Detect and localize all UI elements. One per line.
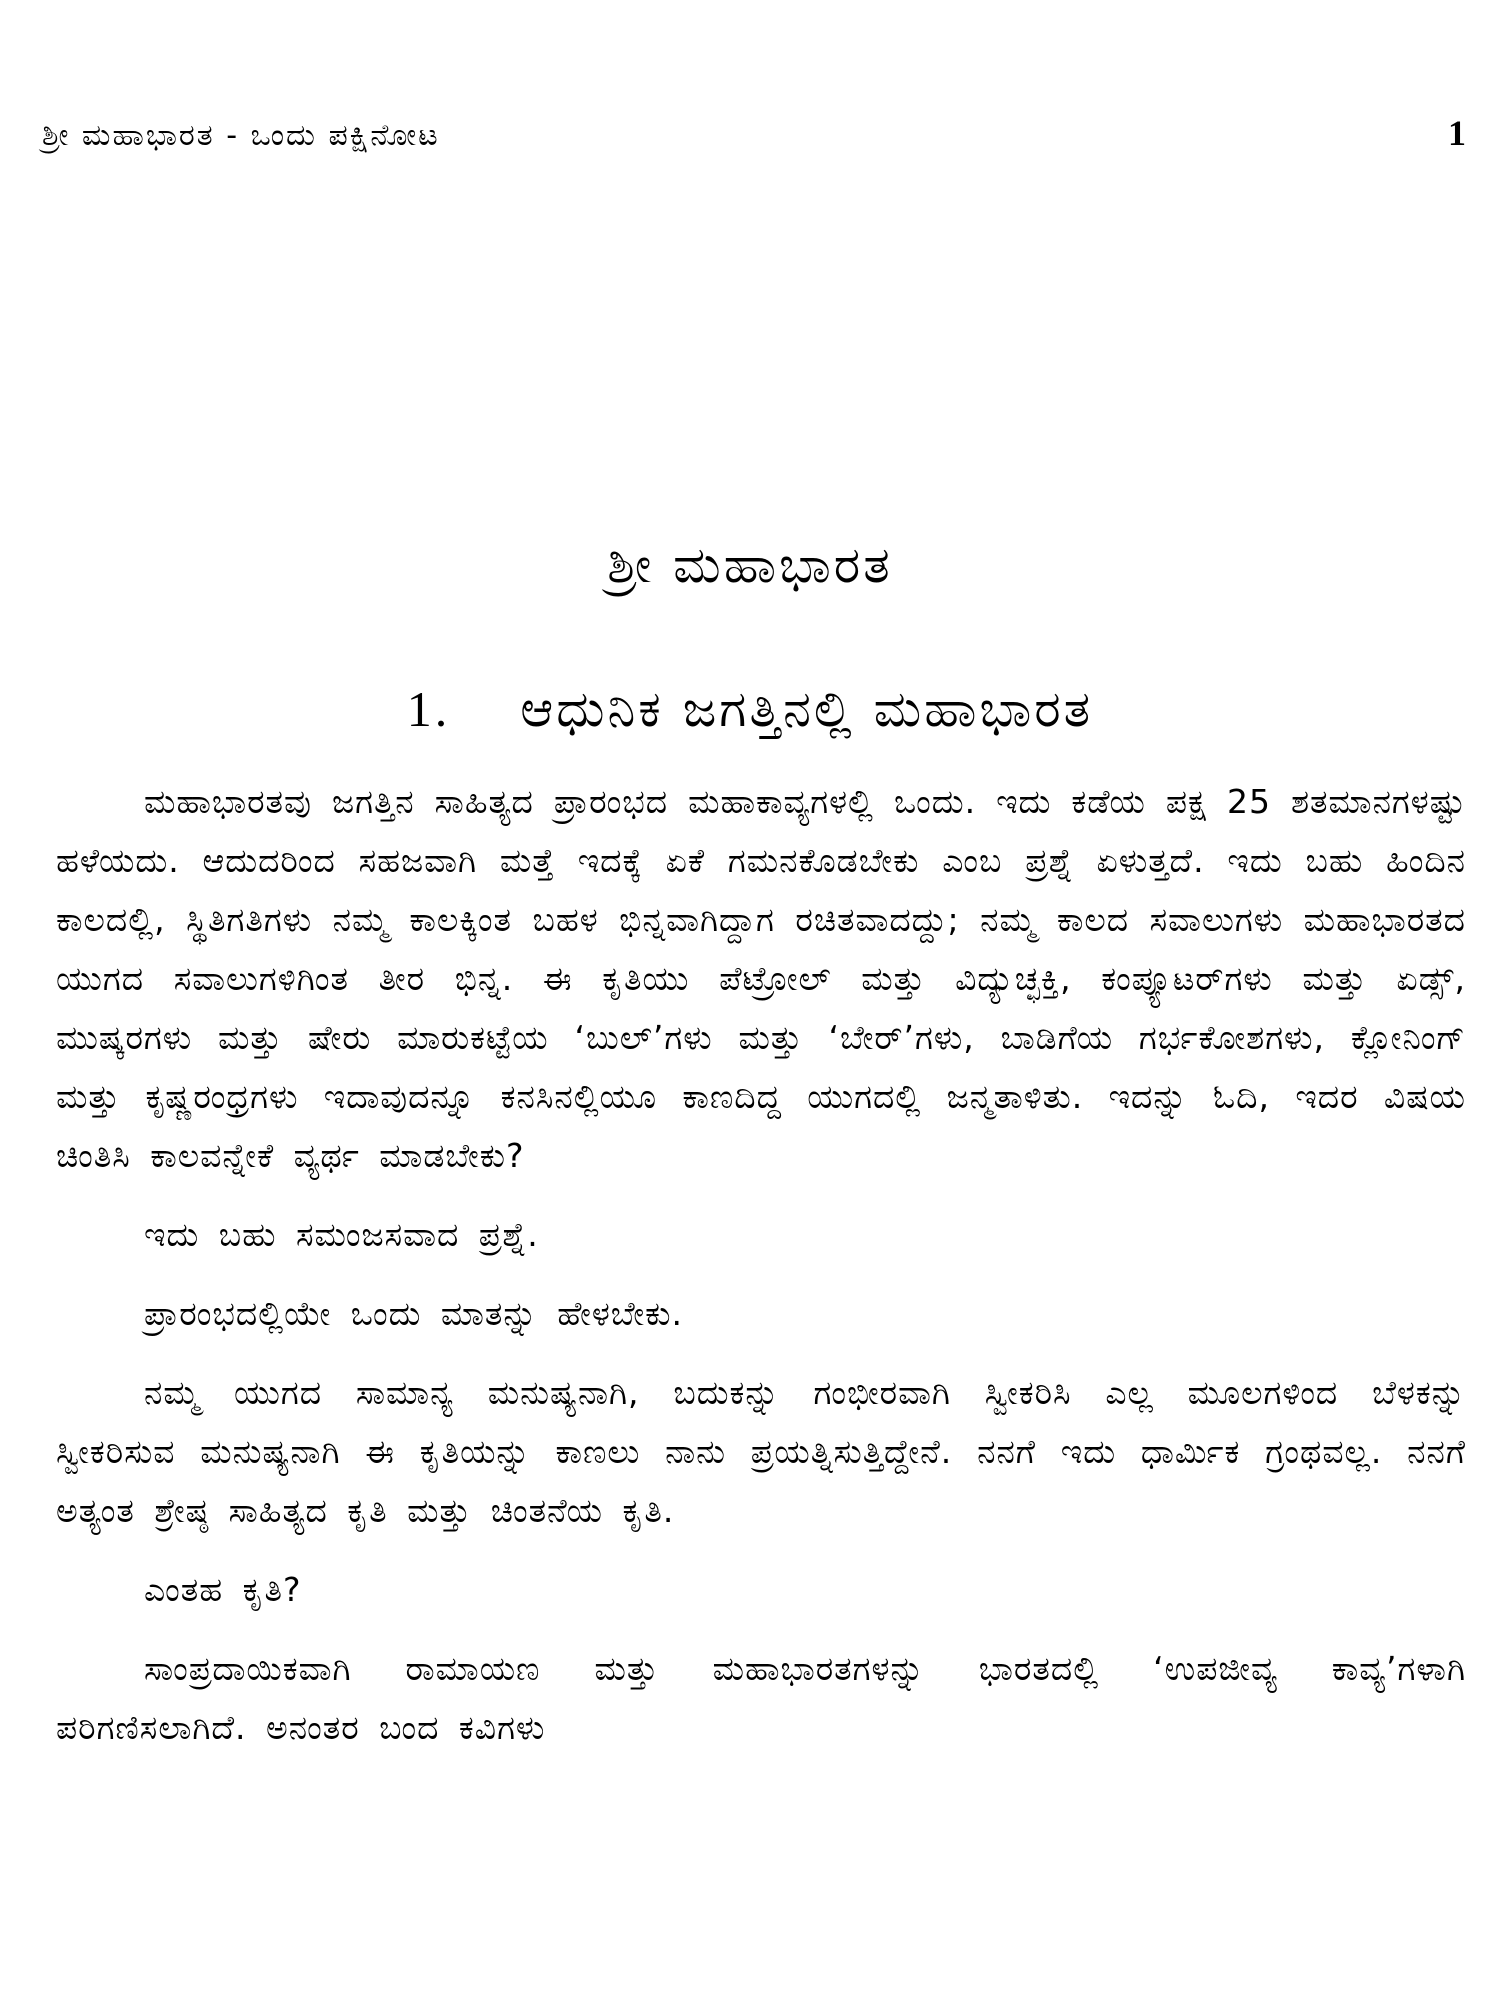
paragraph: ಸಾಂಪ್ರದಾಯಿಕವಾಗಿ ರಾಮಾಯಣ ಮತ್ತು ಮಹಾಭಾರತಗಳನ್ನು ಭಾರತದಲ್ಲಿ ‘ಉಪಜೀವ್ಯ ಕಾವ್ಯ’ಗಳಾಗಿ ಪರಿಗಣಿಸಲಾಗಿದೆ. ಅನಂತರ ಬಂದ ಕವಿಗಳು — [56, 1649, 1466, 1747]
page-number: 1 — [1448, 113, 1466, 153]
book-title: ಶ್ರೀ ಮಹಾಭಾರತ — [607, 536, 893, 594]
body-text — [56, 772, 1466, 1757]
paragraph: ಇದು ಬಹು ಸಮಂಜಸವಾದ ಪ್ರಶ್ನೆ. — [144, 1215, 539, 1254]
paragraph: ಪ್ರಾರಂಭದಲ್ಲಿಯೇ ಒಂದು ಮಾತನ್ನು ಹೇಳಬೇಕು. — [144, 1294, 684, 1333]
paragraph: ಎಂತಹ ಕೃತಿ? — [144, 1570, 302, 1609]
chapter-title: ಆಧುನಿಕ ಜಗತ್ತಿನಲ್ಲಿ ಮಹಾಭಾರತ — [520, 680, 1094, 738]
paragraph: ನಮ್ಮ ಯುಗದ ಸಾಮಾನ್ಯ ಮನುಷ್ಯನಾಗಿ, ಬದುಕನ್ನು ಗಂಭೀರವಾಗಿ ಸ್ವೀಕರಿಸಿ ಎಲ್ಲ ಮೂಲಗಳಿಂದ ಬೆಳಕನ್ನು ಸ್ವೀಕರಿಸುವ ಮನುಷ್ಯನಾಗಿ ಈ ಕೃತಿಯನ್ನು ಕಾಣಲು ನಾನು ಪ್ರಯತ್ನಿಸುತ್ತಿದ್ದೇನೆ. ನನಗೆ ಇದು ಧಾರ್ಮಿಕ ಗ್ರಂಥವಲ್ಲ. ನನಗೆ ಅತ್ಯಂತ ಶ್ರೇಷ್ಠ ಸಾಹಿತ್ಯದ ಕೃತಿ ಮತ್ತು ಚಿಂತನೆಯ ಕೃತಿ. — [56, 1373, 1466, 1530]
running-header: ಶ್ರೀ ಮಹಾಭಾರತ - ಒಂದು ಪಕ್ಷಿನೋಟ — [42, 118, 440, 153]
chapter-number: 1. — [406, 681, 451, 737]
paragraph: ಮಹಾಭಾರತವು ಜಗತ್ತಿನ ಸಾಹಿತ್ಯದ ಪ್ರಾರಂಭದ ಮಹಾಕಾವ್ಯಗಳಲ್ಲಿ ಒಂದು. ಇದು ಕಡೆಯ ಪಕ್ಷ 25 ಶತಮಾನಗಳಷ್ಟು ಹಳೆಯದು. ಆದುದರಿಂದ ಸಹಜವಾಗಿ ಮತ್ತೆ ಇದಕ್ಕೆ ಏಕೆ ಗಮನಕೊಡಬೇಕು ಎಂಬ ಪ್ರಶ್ನೆ ಏಳುತ್ತದೆ. ಇದು ಬಹು ಹಿಂದಿನ ಕಾಲದಲ್ಲಿ, ಸ್ಥಿತಿಗತಿಗಳು ನಮ್ಮ ಕಾಲಕ್ಕಿಂತ ಬಹಳ ಭಿನ್ನವಾಗಿದ್ದಾಗ ರಚಿತವಾದದ್ದು; ನಮ್ಮ ಕಾಲದ ಸವಾಲುಗಳು ಮಹಾಭಾರತದ ಯುಗದ ಸವಾಲುಗಳಿಗಿಂತ ತೀರ ಭಿನ್ನ. ಈ ಕೃತಿಯು ಪೆಟ್ರೋಲ್ ಮತ್ತು ವಿದ್ಯುಚ್ಛಕ್ತಿ, ಕಂಪ್ಯೂಟರ್‌ಗಳು ಮತ್ತು ಏಡ್ಸ್, ಮುಷ್ಕರಗಳು ಮತ್ತು ಷೇರು ಮಾರುಕಟ್ಟೆಯ ‘ಬುಲ್’ಗಳು ಮತ್ತು ‘ಬೇರ್’ಗಳು, ಬಾಡಿಗೆಯ ಗರ್ಭಕೋಶಗಳು, ಕ್ಲೋನಿಂಗ್ ಮತ್ತು ಕೃಷ್ಣರಂಧ್ರಗಳು ಇದಾವುದನ್ನೂ ಕನಸಿನಲ್ಲಿಯೂ ಕಾಣದಿದ್ದ ಯುಗದಲ್ಲಿ ಜನ್ಮತಾಳಿತು. ಇದನ್ನು ಓದಿ, ಇದರ ವಿಷಯ ಚಿಂತಿಸಿ ಕಾಲವನ್ನೇಕೆ ವ್ಯರ್ಥ ಮಾಡಬೇಕು? — [56, 782, 1466, 1175]
chapter-heading — [0, 680, 1500, 739]
